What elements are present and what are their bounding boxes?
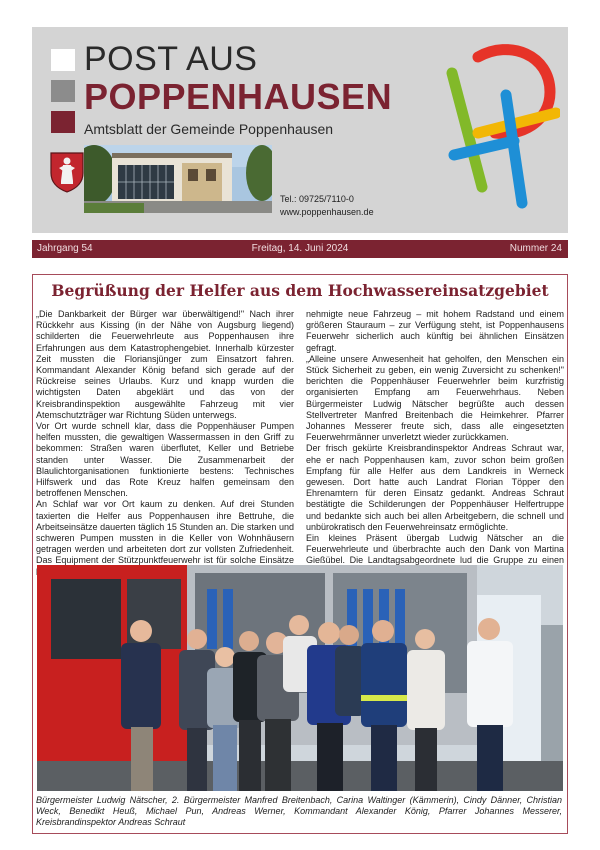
group-photo bbox=[37, 565, 563, 791]
article-column-left bbox=[36, 309, 294, 578]
article-paragraph: An Schlaf war vor Ort kaum zu denken. Auf drei Stunden taxierten die Helfer aus Poppenhausen ihre Bettruhe, die Arbeitseinsätze dauerten täglich 15 Stunden an. Die starken und schweren Pumpen mussten in die Keller von Wohnhäusern getragen werden und arbeiteten dort zur vollsten Zufriedenheit. Das Equipment der Stützpunktfeuerwehr ist für solche Einsätze bbox=[36, 499, 294, 566]
article-paragraph: Vor Ort wurde schnell klar, dass die Poppenhäuser Pumpen helfen mussten, die gewaltigen Wassermassen in den Griff zu bekommen: Straßen waren überflutet, Keller und Betriebe standen unter Wasser. Die Zusammenarbeit der Blaulichtorganisationen funktionierte bestens: Technisches Hilfswerk und das Rote Kreuz halfen gemeinsam den betroffenen Menschen. bbox=[36, 421, 294, 499]
town-hall-photo bbox=[84, 145, 272, 213]
masthead-square-grey bbox=[51, 80, 75, 102]
article-paragraph: nehmigte neue Fahrzeug – mit hohem Radstand und einem größeren Stauraum – zur Verfügung steht, ist Poppenhausens Feuerwehr sicherlich auch künftig bei ähnlichen Einsätzen gefragt. bbox=[306, 309, 564, 353]
photo-caption: Bürgermeister Ludwig Nätscher, 2. Bürgermeister Manfred Breitenbach, Carina Waltinger (Kämmerin), Cindy Dänner, Christian Weck, Benedikt Heuß, Michael Pun, Andreas Werner, Kommandant Alexander König, Pfarrer Johannes Messerer, Kreisbrandinspektor Andreas Schraut bbox=[36, 795, 562, 827]
article-paragraph: Der frisch gekürte Kreisbrandinspektor Andreas Schraut war, ehe er nach Poppenhausen kam, zuvor schon beim großen Empfang für alle Helfer aus dem Landkreis in Werneck gewesen. Dort hatte auch Landrat Florian Töpper den Ehrenamtern für deren Einsatz gedankt. Andreas Schraut bestätigte die Schilderungen der Poppenhäuser Helfertruppe und bedankte sich auch bei allen Arbeitgebern, die schnell und unbürokratisch den Feuerwehreinsatz ermöglichte. bbox=[306, 443, 564, 532]
article-box bbox=[32, 274, 568, 834]
issue-volume: Jahrgang 54 bbox=[37, 243, 93, 254]
masthead bbox=[32, 27, 568, 233]
masthead-square-red bbox=[51, 111, 75, 133]
article-paragraph: „Alleine unsere Anwesenheit hat geholfen, den Menschen ein Stück Sicherheit zu geben, ein wenig Zuversicht zu schenken!" berichten die Poppenhäuser Feuerwehrler beim kurzfristig organisierten Empfang am Feuerwehrhaus. Neben Bürgermeister Ludwig Nätscher begrüßte auch dessen Stellvertreter Manfred Breitenbach die Heimkehrer. Pfarrer Johannes Messerer freute sich, dass alle eingesetzten Feuerwehrmänner unverletzt wieder zurückkamen. bbox=[306, 353, 564, 443]
article-column-right bbox=[306, 309, 564, 578]
masthead-title-line1: POST AUS bbox=[84, 40, 258, 78]
website-link[interactable]: www.poppenhausen.de bbox=[280, 207, 374, 217]
article-headline: Begrüßung der Helfer aus dem Hochwassereinsatzgebiet bbox=[51, 281, 549, 300]
issue-number: Nummer 24 bbox=[509, 243, 562, 254]
article-paragraph: Ein kleines Präsent übergab Ludwig Nätscher an die Feuerwehrleute und überbrachte auch den Dank von Martina Gießübel. Die Landtagsabgeordnete lud die Gruppe zu einen bbox=[306, 533, 564, 566]
phone-number: Tel.: 09725/7110-0 bbox=[280, 194, 354, 204]
issue-bar bbox=[32, 240, 568, 258]
issue-date: Freitag, 14. Juni 2024 bbox=[251, 243, 349, 254]
contact-info bbox=[280, 193, 374, 219]
masthead-title-line2: POPPENHAUSEN bbox=[84, 76, 393, 117]
poppenhausen-logo-icon bbox=[440, 37, 560, 212]
coat-of-arms-icon bbox=[49, 151, 85, 193]
article-paragraph: „Die Dankbarkeit der Bürger war überwältigend!" Nach ihrer Rückkehr aus Kissing (in der Nähe von Augsburg liegend) schilderten die Feuerwehrleute aus Poppenhausen ihre Erfahrungen aus dem Katastrophengebiet. Innerhalb kürzester Zeit mussten die Floriansjünger zum Einsatzort fahren. Kommandant Alexander König befand sich gerade auf der Rückreise seines Urlaubs. Kurz und knapp wurden die wichtigsten Daten abgeklärt und das von der Kreisbrandinspektion ausgewählte Fahrzeug mit vier Atemschutzträger war Richtung Süden unterwegs. bbox=[36, 309, 294, 420]
masthead-subtitle: Amtsblatt der Gemeinde Poppenhausen bbox=[84, 121, 334, 137]
masthead-square-white bbox=[51, 49, 75, 71]
